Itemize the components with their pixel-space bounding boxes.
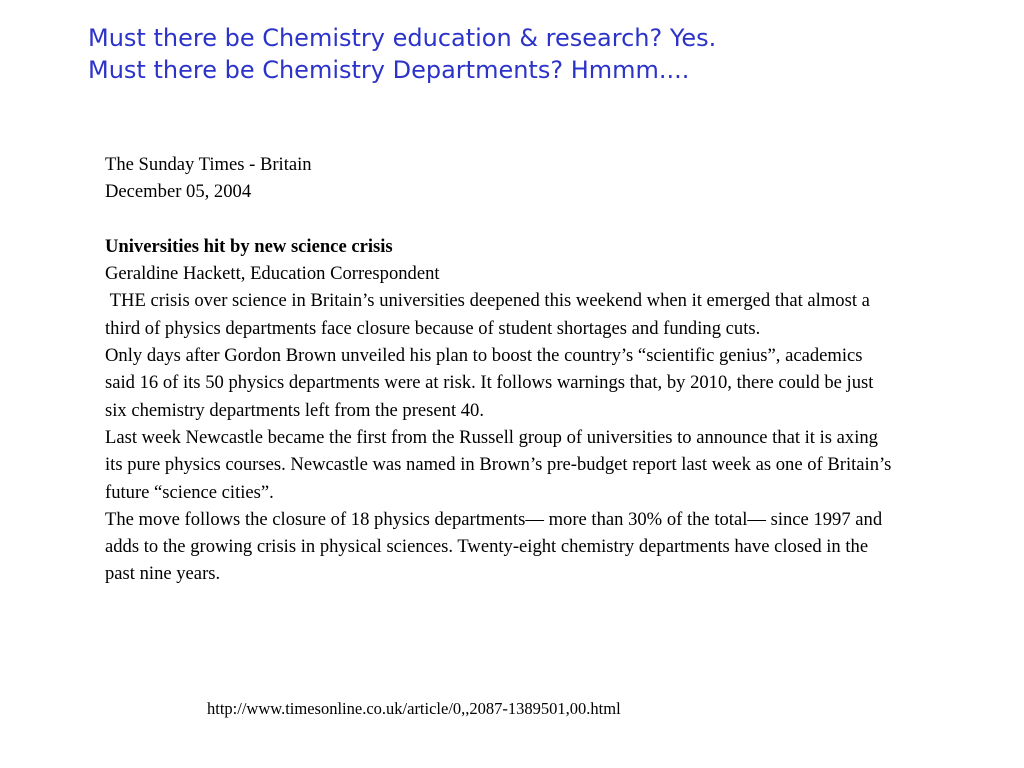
article-paragraph: THE crisis over science in Britain’s universities deepened this weekend when it emerged that almost a third of physics departments face closure because of student shortages and funding cuts.	[105, 290, 875, 339]
spacer	[105, 206, 895, 233]
article-paragraph: The move follows the closure of 18 physics departments— more than 30% of the total— since 1997 and adds to the growing crisis in physical sciences. Twenty-eight chemistry departments have closed in the past nine years.	[105, 508, 883, 585]
article-excerpt	[105, 151, 895, 588]
slide-title	[88, 22, 988, 86]
article-paragraph: Only days after Gordon Brown unveiled his plan to boost the country’s “scientific genius”, academics said 16 of its 50 physics departments were at risk. It follows warnings that, by 2010, there could be just six chemistry departments left from the present 40.	[105, 345, 874, 421]
slide-title-line-2: Must there be Chemistry Departments? Hmmm....	[88, 56, 690, 84]
slide-title-line-1: Must there be Chemistry education & research? Yes.	[88, 24, 717, 52]
article-byline: Geraldine Hackett, Education Correspondent	[105, 263, 440, 285]
publication-name: The Sunday Times - Britain	[105, 154, 312, 175]
article-paragraph: Last week Newcastle became the first from the Russell group of universities to announce that it is axing its pure physics courses. Newcastle was named in Brown’s pre-budget report last week as one of Britain’s future “science cities”.	[105, 426, 892, 503]
publication-date: December 05, 2004	[105, 181, 252, 203]
article-headline: Universities hit by new science crisis	[105, 235, 393, 257]
source-url[interactable]: http://www.timesonline.co.uk/article/0,,2087-1389501,00.html	[207, 699, 621, 718]
